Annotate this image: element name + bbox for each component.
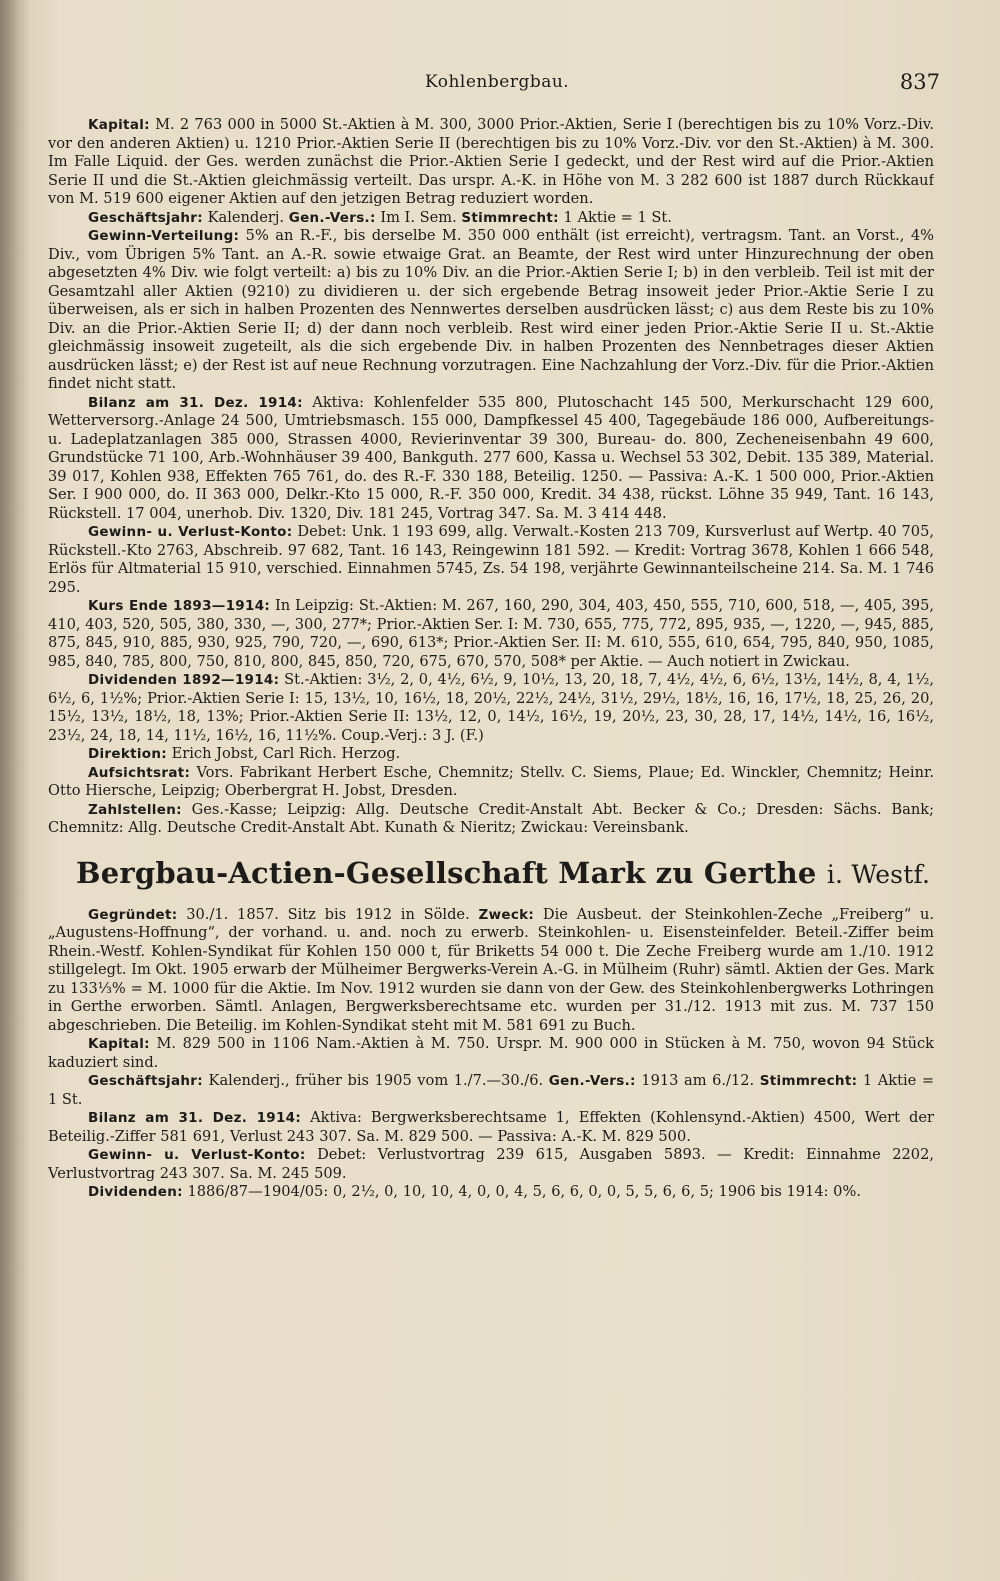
paragraph-gewinn-verlust-2 [48,1146,934,1183]
paragraph-geschaeftsjahr-2 [48,1072,934,1109]
text-kapital-2: M. 829 500 in 1106 Nam.-Aktien à M. 750. Urspr. M. 900 000 in Stücken à M. 750, wovon 94 Stück kaduziert sind. [48,1035,934,1071]
paragraph-dividenden-2 [48,1183,934,1202]
paragraph-aufsichtsrat [48,764,934,801]
label-geschaeftsjahr-2: Geschäftsjahr: [88,1073,203,1089]
label-gewinn-verlust: Gewinn- u. Verlust-Konto: [88,524,293,540]
paragraph-kapital-2 [48,1035,934,1072]
label-gegruendet: Gegründet: [88,906,178,923]
text-gen-vers-2: 1913 am 6./12. [641,1072,755,1089]
text-gewinn-verlust: Debet: Unk. 1 193 699, allg. Verwalt.-Kosten 213 709, Kursverlust auf Wertp. 40 705, Rückstell.-Kto 2763, Abschreib. 97 682, Tant. 16 143, Reingewinn 181 592. — Kredit: Vortrag 3678, Kohlen 1 666 548, Erlös für Altmaterial 15 910, verschied. Einnahmen 5745, Zs. 54 198, verjährte Gewinnanteilscheine 214. Sa. M. 1 746 295. [48,523,934,596]
text-bilanz-2: Aktiva: Bergwerksberechtsame 1, Effekten (Kohlensynd.-Aktien) 4500, Wert der Beteilig.-Ziffer 581 691, Verlust 243 307. Sa. M. 829 500. — Passiva: A.-K. M. 829 500. [48,1109,934,1145]
paragraph-kapital [48,116,934,209]
paragraph-bilanz-2 [48,1109,934,1146]
text-zweck: Die Ausbeut. der Steinkohlen-Zeche „Freiberg“ u. „Augustens-Hoffnung“, der vorhand. u. and. noch zu erwerb. Steinkohlen- u. Eisensteinfelder. Beteil.-Ziffer beim Rhein.-Westf. Kohlen-Syndikat für Kohlen 150 000 t, für Briketts 54 000 t. Die Zeche Freiberg wurde am 1./10. 1912 stillgelegt. Im Okt. 1905 erwarb der Mülheimer Bergwerks-Verein A.-G. in Mülheim (Ruhr) sämtl. Aktien der Ges. Mark zu 133⅓% = M. 1000 für die Aktie. Im Nov. 1912 wurden sie dann von der Gew. des Steinkohlenbergwerks Lothringen in Gerthe erworben. Sämtl. Anlagen, Bergwerksberechtsame etc. wurden per 31./12. 1913 mit zus. M. 737 150 abgeschrieben. Die Beteilig. im Kohlen-Syndikat steht mit M. 581 691 zu Buch. [48,905,934,1034]
label-gewinn-verteilung: Gewinn-Verteilung: [88,228,240,244]
section-mark-zu-gerthe-entry [48,906,934,1202]
text-direktion: Erich Jobst, Carl Rich. Herzog. [171,745,401,762]
text-stimmrecht: 1 Aktie = 1 St. [563,208,672,226]
label-kapital: Kapital: [88,117,150,133]
text-gen-vers: Im I. Sem. [380,208,457,226]
label-stimmrecht: Stimmrecht: [461,209,559,226]
paragraph-gewinn-verteilung [48,227,934,394]
text-gewinn-verlust-2: Debet: Verlustvortrag 239 615, Ausgaben 5893. — Kredit: Einnahme 2202, Verlustvortrag 243 307. Sa. M. 245 509. [48,1146,934,1182]
section-kohlenbergbau-entry [48,116,934,838]
label-kurs: Kurs Ende 1893—1914: [88,598,271,614]
paragraph-dividenden [48,671,934,745]
label-direktion: Direktion: [88,746,167,762]
label-zahlstellen: Zahlstellen: [88,801,182,818]
paragraph-gegruendet [48,906,934,1036]
text-kapital: M. 2 763 000 in 5000 St.-Aktien à M. 300, 3000 Prior.-Aktien, Serie I (berechtigen bis zu 10% Vorz.-Div. vor den anderen Aktien) u. 1210 Prior.-Aktien Serie II (berechtigen bis zu 10% Vorz.-Div. vor den St.-Aktien) à M. 300. Im Falle Liquid. der Ges. werden zunächst die Prior.-Aktien Serie I gedeckt, und der Rest wird auf die Prior.-Aktien Serie II und die St.-Aktien gleichmässig verteilt. Das urspr. A.-K. in Höhe von M. 3 282 600 ist 1887 durch Rückkauf von M. 519 600 eigener Aktien auf den jetzigen Betrag reduziert worden. [48,116,934,207]
company-title-location: i. Westf. [826,859,931,889]
text-dividenden: St.-Aktien: 3½, 2, 0, 4½, 6½, 9, 10½, 13, 20, 18, 7, 4½, 4½, 6, 6½, 13½, 14½, 8, 4, 1½, 6½, 6, 1½%; Prior.-Aktien Serie I: 15, 13½, 10, 16½, 18, 20½, 22½, 24½, 31½, 29½, 18½, 16, 16, 17½, 18, 25, 26, 20, 15½, 13½, 18½, 18, 13%; Prior.-Aktien Serie II: 13½, 12, 0, 14½, 16½, 19, 20½, 23, 30, 28, 17, 14½, 14½, 16, 16½, 23½, 24, 18, 14, 11½, 16½, 16, 11½%. Coup.-Verj.: 3 J. (F.) [48,671,934,744]
book-spine-shadow [0,0,30,1581]
label-dividenden: Dividenden 1892—1914: [88,672,280,688]
label-bilanz-2: Bilanz am 31. Dez. 1914: [88,1110,302,1126]
label-zweck: Zweck: [478,906,535,923]
text-dividenden-2: 1886/87—1904/05: 0, 2½, 0, 10, 10, 4, 0, 0, 4, 5, 6, 6, 0, 0, 5, 5, 6, 6, 5; 1906 bis 1914: 0%. [187,1183,861,1200]
paragraph-gewinn-verlust [48,523,934,597]
page-number: 837 [899,70,940,94]
label-kapital-2: Kapital: [88,1036,150,1052]
paragraph-bilanz [48,394,934,524]
paragraph-zahlstellen [48,801,934,838]
text-stimmrecht-2: 1 Aktie = 1 St. [48,1072,934,1108]
label-gen-vers: Gen.-Vers.: [288,209,376,226]
label-dividenden-2: Dividenden: [88,1184,183,1200]
paragraph-kurs [48,597,934,671]
page-header [80,72,940,102]
text-bilanz: Aktiva: Kohlenfelder 535 800, Plutoschacht 145 500, Merkurschacht 129 600, Wetterversorg.-Anlage 24 500, Umtriebsmasch. 155 000, Dampfkessel 45 400, Tagegebäude 186 000, Aufbereitungs- u. Ladeplatzanlagen 385 000, Strassen 4000, Revierinventar 39 300, Bureau- do. 800, Zecheneisenbahn 49 600, Grundstücke 71 100, Arb.-Wohnhäuser 39 400, Bankguth. 277 600, Kassa u. Wechsel 53 302, Debit. 135 389, Material. 39 017, Kohlen 938, Effekten 765 761, do. des R.-F. 330 188, Beteilig. 1250. — Passiva: A.-K. 1 500 000, Prior.-Aktien Ser. I 900 000, do. II 363 000, Delkr.-Kto 15 000, R.-F. 350 000, Kredit. 34 438, rückst. Löhne 35 949, Tant. 16 143, Rückstell. 17 004, unerhob. Div. 1320, Div. 181 245, Vortrag 347. Sa. M. 3 414 448. [48,393,934,522]
company-title [76,856,934,892]
text-geschaeftsjahr: Kalenderj. [207,208,285,226]
text-gewinn-verteilung: 5% an R.-F., bis derselbe M. 350 000 enthält (ist erreicht), vertragsm. Tant. an Vorst., 4% Div., vom Übrigen 5% Tant. an A.-R. sowie etwaige Grat. an Beamte, der Rest wird unter Hinzurechnung der oben abgesetzten 4% Div. wie folgt verteilt: a) bis zu 10% Div. an die Prior.-Aktien Serie I; b) in den verbleib. Teil ist mit der Gesamtzahl aller Aktien (9210) zu dividieren u. der sich ergebende Betrag insoweit jeder Prior.-Aktie Serie I zu überweisen, als er sich in halben Prozenten des Nennwertes derselben ausdrücken lässt; c) aus dem Reste bis zu 10% Div. an die Prior.-Aktien Serie II; d) der dann noch verbleib. Rest wird einer jeden Prior.-Aktie Serie II u. St.-Aktie gleichmässig insoweit zugeteilt, als die sich ergebende Div. in halben Prozenten des Nennbetrages dieser Aktien ausdrücken lässt; e) der Rest ist auf neue Rechnung vorzutragen. Eine Nachzahlung der Vorz.-Div. für die Prior.-Aktien findet nicht statt. [48,227,934,392]
text-kurs: In Leipzig: St.-Aktien: M. 267, 160, 290, 304, 403, 450, 555, 710, 600, 518, —, 405, 395, 410, 403, 520, 505, 380, 330, —, 300, 277*; Prior.-Aktien Ser. I: M. 730, 655, 775, 772, 895, 935, —, 1220, —, 945, 885, 875, 845, 910, 885, 930, 925, 790, 720, —, 690, 613*; Prior.-Aktien Ser. II: M. 610, 555, 610, 654, 795, 840, 950, 1085, 985, 840, 785, 800, 750, 810, 800, 845, 850, 720, 675, 670, 570, 508* per Aktie. — Auch notiert in Zwickau. [48,597,934,670]
label-aufsichtsrat: Aufsichtsrat: [88,764,191,781]
label-geschaeftsjahr: Geschäftsjahr: [88,209,203,226]
text-geschaeftsjahr-2: Kalenderj., früher bis 1905 vom 1./7.—30./6. [208,1072,544,1089]
paragraph-geschaeftsjahr [48,209,934,228]
label-bilanz: Bilanz am 31. Dez. 1914: [88,394,303,411]
page-content [48,116,934,1566]
text-aufsichtsrat: Vors. Fabrikant Herbert Esche, Chemnitz; Stellv. C. Siems, Plaue; Ed. Winckler, Chemnitz; Heinr. Otto Hiersche, Leipzig; Oberbergrat H. Jobst, Dresden. [48,763,934,799]
text-zahlstellen: Ges.-Kasse; Leipzig: Allg. Deutsche Credit-Anstalt Abt. Becker & Co.; Dresden: Sächs. Bank; Chemnitz: Allg. Deutsche Credit-Anstalt Abt. Kunath & Nieritz; Zwickau: Vereinsbank. [48,800,934,836]
company-title-main: Bergbau-Actien-Gesellschaft Mark zu Gerthe [76,855,817,890]
label-stimmrecht-2: Stimmrecht: [759,1073,858,1089]
running-head: Kohlenbergbau. [425,72,570,92]
text-gegruendet: 30./1. 1857. Sitz bis 1912 in Sölde. [186,905,470,923]
label-gewinn-verlust-2: Gewinn- u. Verlust-Konto: [88,1147,306,1163]
paragraph-direktion [48,745,934,764]
label-gen-vers-2: Gen.-Vers.: [548,1073,636,1089]
